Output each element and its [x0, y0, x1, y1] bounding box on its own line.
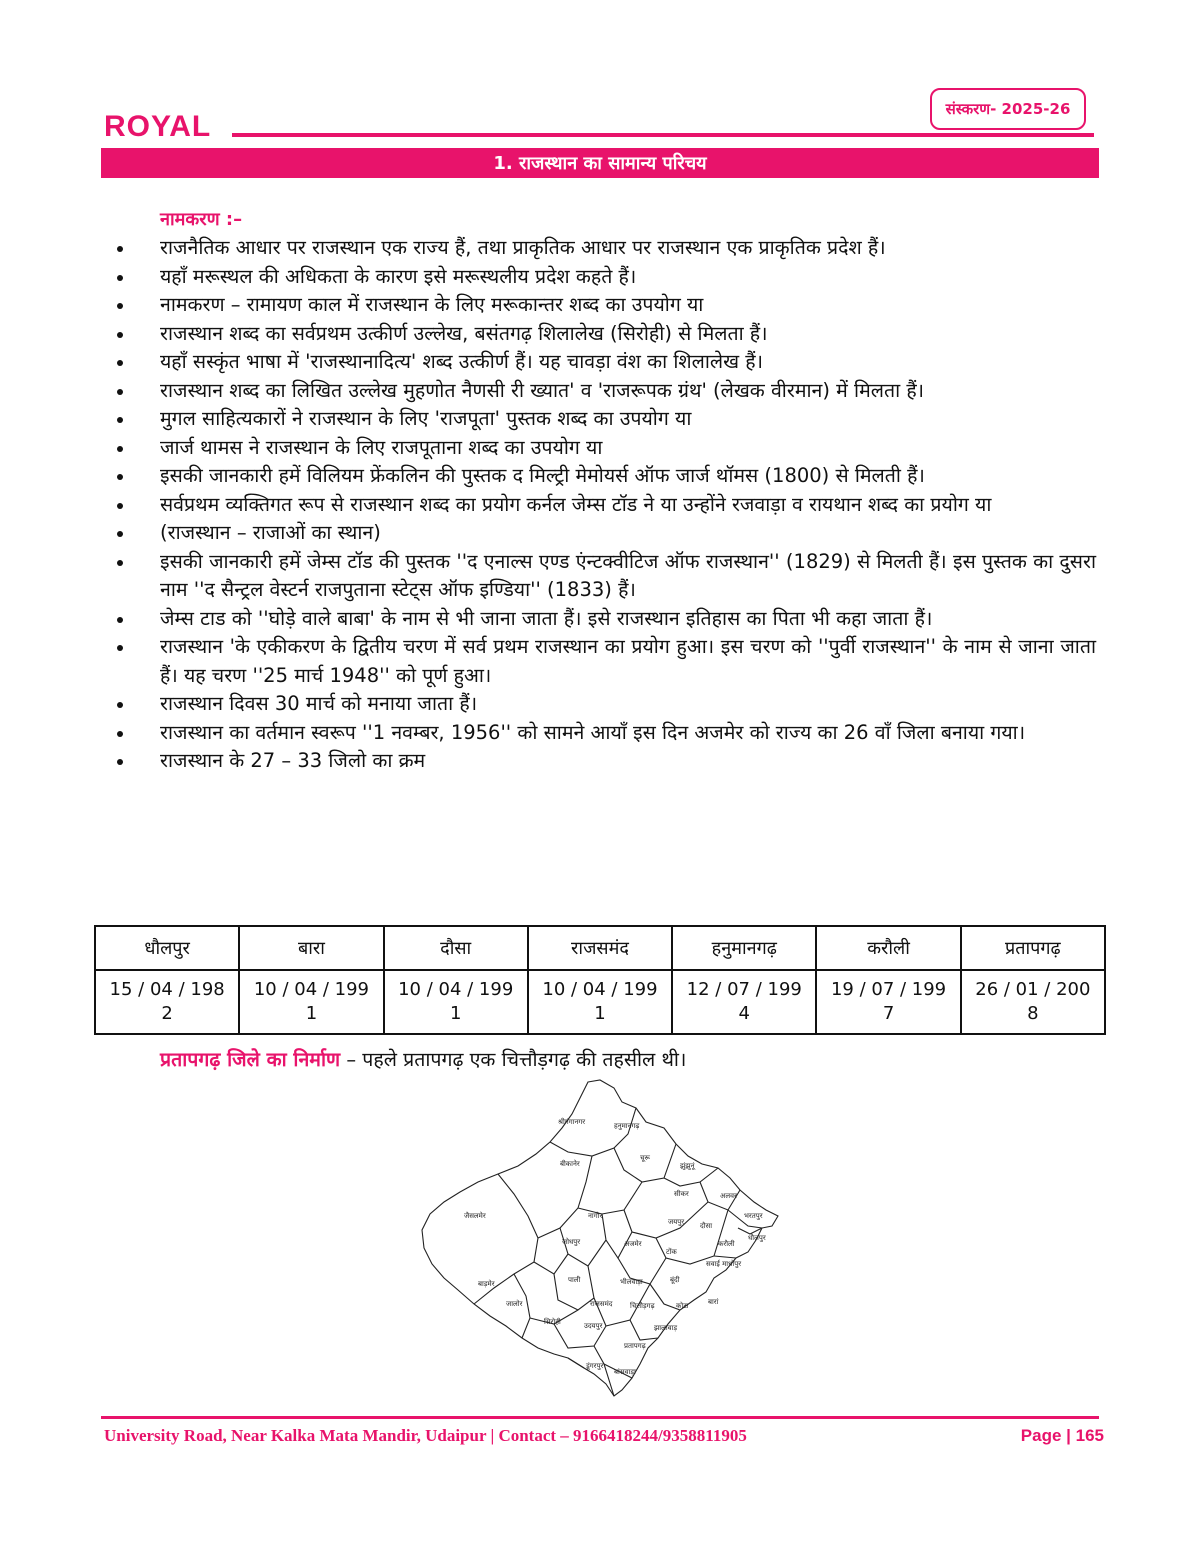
map-label: पाली [568, 1276, 581, 1284]
date-line: 2 [161, 1003, 173, 1024]
section-heading: नामकरण :– [160, 209, 243, 230]
list-item: राजस्थान शब्द का लिखित उल्लेख मुहणोत नैणसी री ख्यात' व 'राजरूपक ग्रंथ' (लेखक वीरमान) में मिलता हैं। [104, 377, 1096, 406]
table-header-cell: हनुमानगढ़ [672, 926, 816, 970]
map-label: भीलवाड़ा [620, 1278, 643, 1286]
map-label: भरतपुर [744, 1212, 763, 1220]
map-label: उदयपुर [584, 1322, 603, 1330]
map-label: दौसा [700, 1222, 713, 1230]
district-table [94, 925, 1106, 1035]
map-label: करौली [718, 1240, 735, 1248]
table-cell [95, 970, 239, 1034]
map-label: सवाई माधोपुर [706, 1260, 742, 1268]
map-label: बूंदी [670, 1276, 680, 1284]
map-label: प्रतापगढ़ [624, 1342, 646, 1350]
date-line: 4 [738, 1003, 750, 1024]
map-label: धौलपुर [748, 1234, 766, 1242]
footer-address: University Road, Near Kalka Mata Mandir, Udaipur | Contact – 9166418244/9358811905 [104, 1426, 747, 1445]
date-line: 10 / 04 / 199 [398, 979, 514, 1000]
table-header-cell: करौली [816, 926, 960, 970]
table-cell [384, 970, 528, 1034]
table-header-row [95, 926, 1105, 970]
table-row [95, 970, 1105, 1034]
map-label: जालोर [506, 1300, 523, 1308]
date-line: 1 [305, 1003, 318, 1024]
map-label: हनुमानगढ़ [614, 1122, 640, 1130]
date-line: 8 [1027, 1003, 1039, 1024]
list-item: राजस्थान शब्द का सर्वप्रथम उत्कीर्ण उल्लेख, बसंतगढ़ शिलालेख (सिरोही) से मिलता हैं। [104, 320, 1096, 349]
page-number: Page | 165 [1020, 1426, 1104, 1445]
table-header-cell: दौसा [384, 926, 528, 970]
date-line: 7 [882, 1003, 895, 1024]
list-item: जेम्स टाड को ''घोड़े वाले बाबा' के नाम से भी जाना जाता हैं। इसे राजस्थान इतिहास का पिता भी कहा जाता हैं। [104, 605, 1096, 634]
map-label: जयपुर [668, 1218, 685, 1226]
rajasthan-district-map [418, 1078, 798, 1398]
map-label: टोंक [666, 1248, 677, 1256]
map-label: बाड़मेर [478, 1280, 495, 1288]
edition-badge: संस्करण- 2025-26 [930, 88, 1086, 130]
list-item: राजस्थान का वर्तमान स्वरूप ''1 नवम्बर, 1956'' को सामने आयाँ इस दिन अजमेर को राज्य का 26 वाँ जिला बनाया गया। [104, 719, 1096, 748]
pratapgarh-heading: प्रतापगढ़ जिले का निर्माण [160, 1048, 341, 1071]
table-header-cell: धौलपुर [95, 926, 239, 970]
map-label: जैसलमेर [464, 1212, 486, 1220]
list-item: जार्ज थामस ने राजस्थान के लिए राजपूताना शब्द का उपयोग या [104, 434, 1096, 463]
district-borders [422, 1080, 778, 1396]
map-label: अलवर [720, 1192, 737, 1200]
map-label: डूंगरपुर [586, 1362, 604, 1370]
map-label: झालावाड़ [654, 1324, 678, 1332]
map-label: झुंझुनूं [680, 1162, 695, 1170]
list-item: राजनैतिक आधार पर राजस्थान एक राज्य हैं, तथा प्राकृतिक आधार पर राजस्थान एक प्राकृतिक प्रदेश हैं। [104, 234, 1096, 263]
map-label: श्रीगंगानगर [558, 1118, 586, 1126]
table-cell [239, 970, 383, 1034]
table-header-cell: राजसमंद [528, 926, 672, 970]
table-header-cell: प्रतापगढ़ [961, 926, 1105, 970]
list-item: राजस्थान के 27 – 33 जिलो का क्रम [104, 747, 1096, 776]
table-cell [816, 970, 960, 1034]
list-item: यहाँ मरूस्थल की अधिकता के कारण इसे मरूस्थलीय प्रदेश कहते हैं। [104, 263, 1096, 292]
footer-rule [101, 1416, 1099, 1419]
map-label: चूरू [640, 1154, 650, 1162]
brand-logo: ROYAL [104, 110, 212, 143]
list-item: मुगल साहित्यकारों ने राजस्थान के लिए 'राजपूता' पुस्तक शब्द का उपयोग या [104, 405, 1096, 434]
list-item: राजस्थान दिवस 30 मार्च को मनाया जाता हैं। [104, 690, 1096, 719]
list-item: सर्वप्रथम व्यक्तिगत रूप से राजस्थान शब्द का प्रयोग कर्नल जेम्स टॉड ने या उन्होंने रजवाड़ा व रायथान शब्द का प्रयोग या [104, 491, 1096, 520]
list-item: राजस्थान 'के एकीकरण के द्वितीय चरण में सर्व प्रथम राजस्थान का प्रयोग हुआ। इस चरण को ''पुर्वी राजस्थान'' के नाम से जाना जाता हैं। यह चरण ''25 मार्च 1948'' को पूर्ण हुआ। [104, 633, 1096, 690]
date-line: 10 / 04 / 199 [253, 979, 370, 1000]
date-line: 15 / 04 / 198 [109, 979, 225, 1000]
date-line: 26 / 01 / 200 [975, 979, 1091, 1000]
map-label: चित्तौड़गढ़ [630, 1302, 655, 1310]
list-item: इसकी जानकारी हमें जेम्स टॉड की पुस्तक ''द एनाल्स एण्ड एंन्टक्वीटिज ऑफ राजस्थान'' (1829) से मिलती हैं। इस पुस्तक का दुसरा नाम ''द सैन्ट्रल वेस्टर्न राजपुताना स्टेट्स ऑफ इण्डिया'' (1833) हैं। [104, 548, 1096, 605]
table-cell [961, 970, 1105, 1034]
map-labels [464, 1117, 766, 1376]
list-item: (राजस्थान – राजाओं का स्थान) [104, 519, 1096, 548]
map-label: नागौर [588, 1212, 603, 1220]
date-line: 1 [449, 1003, 462, 1024]
map-label: बांसवाड़ा [614, 1368, 636, 1376]
bullet-list [104, 234, 1096, 776]
table-header-cell: बारा [239, 926, 383, 970]
list-item: इसकी जानकारी हमें विलियम फ्रेंकलिन की पुस्तक द मिल्ट्री मेमोयर्स ऑफ जार्ज थॉमस (1800) से मिलती हैं। [104, 462, 1096, 491]
date-line: 19 / 07 / 199 [830, 979, 947, 1000]
date-line: 10 / 04 / 199 [542, 979, 658, 1000]
date-line: 12 / 07 / 199 [686, 979, 802, 1000]
map-label: सिरोही [544, 1318, 561, 1326]
pratapgarh-note [160, 1045, 686, 1072]
list-item: नामकरण – रामायण काल में राजस्थान के लिए मरूकान्तर शब्द का उपयोग या [104, 291, 1096, 320]
map-label: अजमेर [624, 1240, 642, 1248]
map-label: सीकर [674, 1190, 689, 1198]
map-svg [418, 1078, 798, 1398]
map-label: कोटा [676, 1302, 689, 1310]
list-item: यहाँ सस्कृंत भाषा में 'राजस्थानादित्य' शब्द उत्कीर्ण हैं। यह चावड़ा वंश का शिलालेख हैं। [104, 348, 1096, 377]
chapter-title: 1. राजस्थान का सामान्य परिचय [101, 148, 1099, 178]
table-cell [528, 970, 672, 1034]
map-label: बारां [708, 1298, 719, 1306]
date-line: 1 [594, 1003, 606, 1024]
map-label: जोधपुर [562, 1238, 581, 1246]
map-label: राजसमंद [590, 1300, 613, 1308]
map-label: बीकानेर [560, 1160, 580, 1168]
pratapgarh-text: – पहले प्रतापगढ़ एक चित्तौड़गढ़ की तहसील थी। [340, 1048, 687, 1071]
table-cell [672, 970, 816, 1034]
header-rule [232, 133, 1094, 137]
